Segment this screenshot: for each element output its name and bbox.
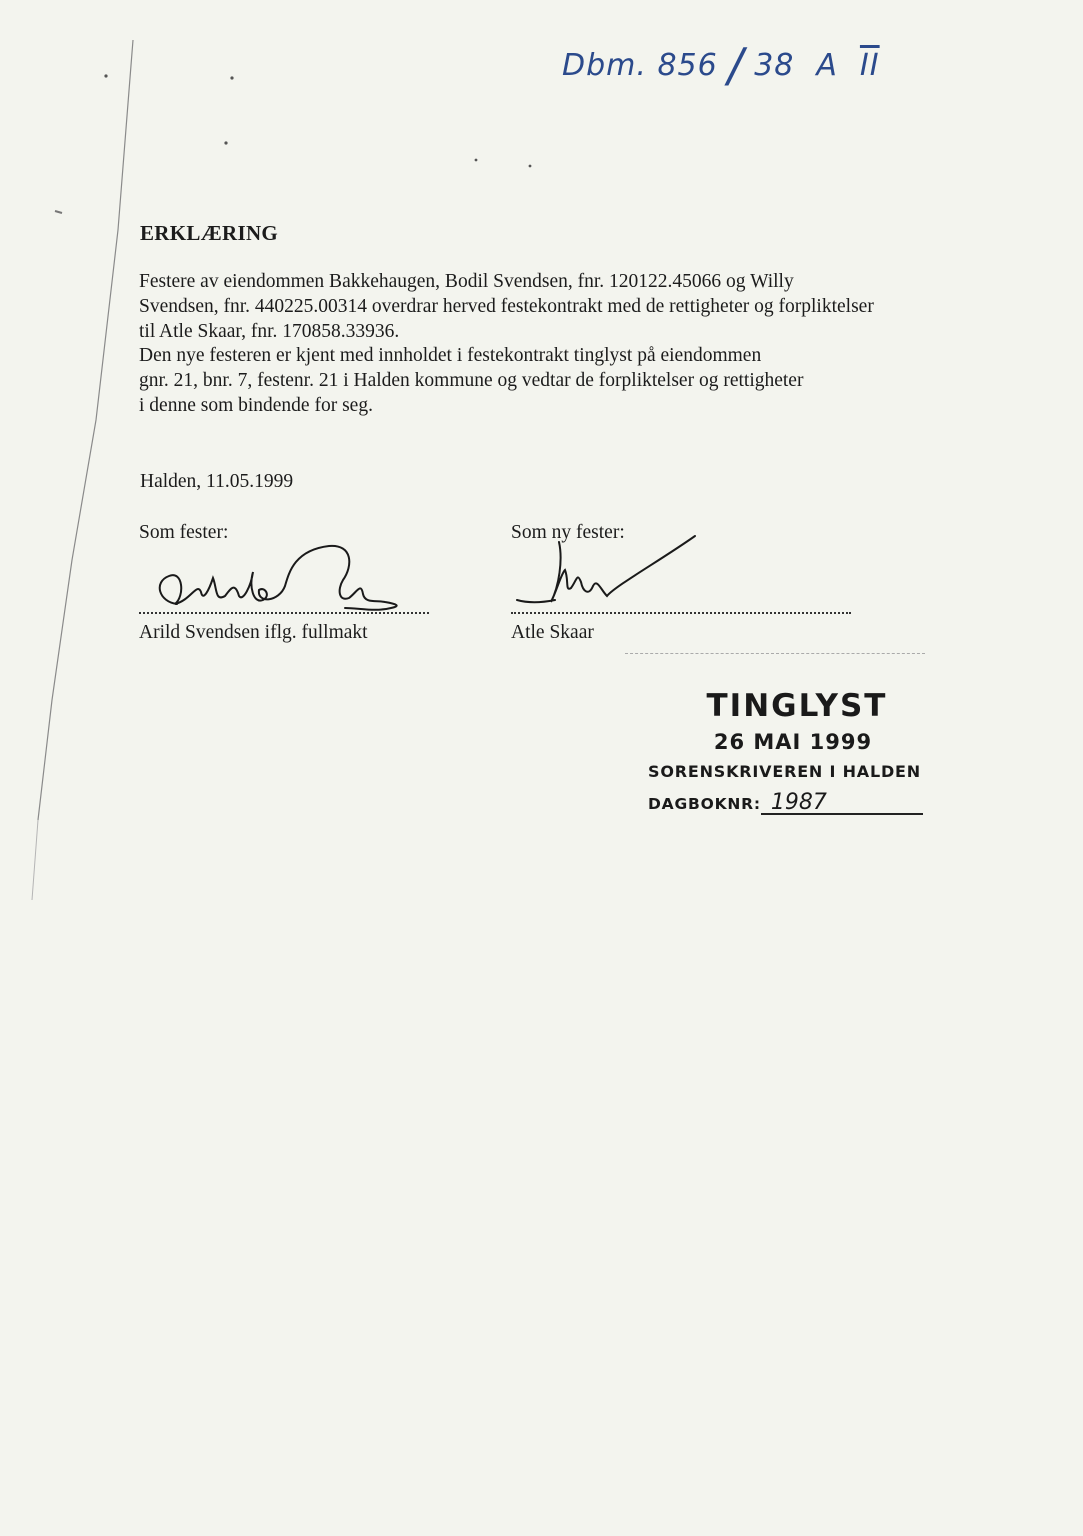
signature-block-fester bbox=[139, 522, 429, 644]
signatory-name: Atle Skaar bbox=[511, 622, 594, 643]
dagbok-number: 1987 bbox=[761, 793, 923, 815]
body-line: Svendsen, fnr. 440225.00314 overdrar herved festekontrakt med de rettigheter og forpliktelser bbox=[139, 295, 874, 317]
signature-line bbox=[139, 612, 429, 614]
stamp-title: TINGLYST bbox=[706, 688, 888, 724]
body-line: Festere av eiendommen Bakkehaugen, Bodil Svendsen, fnr. 120122.45066 og Willy bbox=[139, 271, 794, 292]
signature-label: Som fester: bbox=[139, 522, 229, 543]
signature-area bbox=[139, 546, 429, 616]
dagbok-label: DAGBOKNR: bbox=[648, 795, 761, 813]
signatory-name: Arild Svendsen iflg. fullmakt bbox=[139, 622, 368, 643]
handnote-part: A bbox=[816, 48, 838, 83]
signature-label: Som ny fester: bbox=[511, 522, 625, 543]
handnote-page: 38 bbox=[754, 48, 795, 83]
body-line: i denne som bindende for seg. bbox=[139, 394, 373, 416]
stamp-dagbok bbox=[648, 790, 938, 815]
body-line: Den nye festeren er kjent med innholdet i festekontrakt tinglyst på eiendommen bbox=[139, 345, 762, 367]
signature-block-ny-fester bbox=[511, 522, 851, 644]
stamp-office: SORENSKRIVEREN I HALDEN bbox=[648, 762, 921, 781]
signature-line bbox=[511, 612, 851, 614]
faint-divider bbox=[625, 653, 925, 654]
handnote-roman: $\overline{II}$ bbox=[859, 48, 880, 83]
handwritten-signature bbox=[511, 530, 711, 620]
place-and-date: Halden, 11.05.1999 bbox=[140, 471, 294, 492]
handwritten-signature bbox=[139, 542, 419, 622]
stamp-date: 26 MAI 1999 bbox=[713, 730, 873, 754]
body-line: til Atle Skaar, fnr. 170858.33936. bbox=[139, 320, 400, 342]
body-line: gnr. 21, bnr. 7, festenr. 21 i Halden kommune og vedtar de forpliktelser og rettigheter bbox=[139, 370, 804, 392]
registration-stamp bbox=[648, 688, 938, 815]
handnote-slash: / bbox=[727, 38, 745, 92]
signature-area bbox=[511, 546, 851, 616]
declaration-body bbox=[139, 270, 969, 419]
document-title: ERKLÆRING bbox=[140, 221, 279, 245]
handnote-ref: Dbm. 856 bbox=[562, 48, 718, 83]
handwritten-reference bbox=[562, 38, 880, 92]
